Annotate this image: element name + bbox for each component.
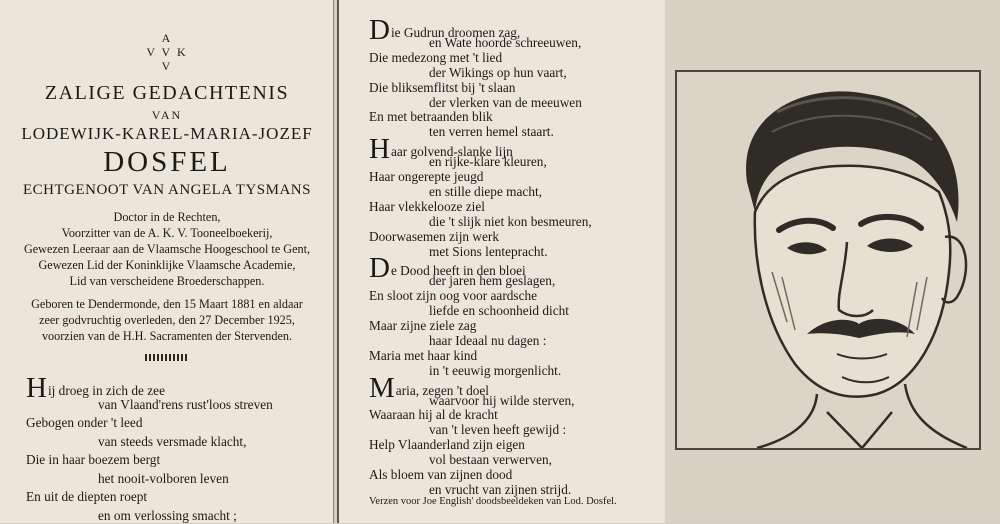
- poem-line-text: liefde en schoonheid dicht: [429, 303, 569, 319]
- poem-line: [98, 471, 229, 487]
- poem-line: [429, 35, 581, 51]
- poem-credit: Verzen voor Joe English' doodsbeeldeken van Lod. Dosfel.: [369, 496, 617, 507]
- poem-line: [429, 184, 542, 200]
- poem-line: [429, 124, 554, 140]
- poem-line: [429, 452, 552, 468]
- text-line: Lid van verscheidene Broederschappen.: [69, 274, 265, 288]
- poem-line-text: vol bestaan verwerven,: [429, 452, 552, 468]
- poem-line-text: der vlerken van de meeuwen: [429, 94, 582, 110]
- cross-top-letter: A: [161, 31, 173, 45]
- poem-line-text: Die in haar boezem bergt: [26, 452, 161, 467]
- poem-line-text: ij droeg in zich de zee: [47, 383, 165, 398]
- separator-ornament: [145, 354, 189, 361]
- portrait-frame: [675, 70, 981, 450]
- poem-line: [429, 154, 547, 170]
- surname: DOSFEL: [103, 146, 231, 178]
- poem-line-text: Als bloem van zijnen dood: [369, 467, 513, 482]
- text-line: Gewezen Lid der Koninklijke Vlaamsche Academie,: [38, 258, 296, 272]
- poem-line-text: der Wikings op hun vaart,: [429, 64, 567, 80]
- poem-line-text: Help Vlaanderland zijn eigen: [369, 437, 525, 453]
- text-line: voorzien van de H.H. Sacramenten der Stervenden.: [41, 329, 293, 343]
- text-line: zeer godvruchtig overleden, den 27 December 1925,: [39, 313, 295, 327]
- poem-line-text: en Wate hoorde schreeuwen,: [429, 34, 582, 50]
- poem-line-text: Waaraan hij al de kracht: [369, 407, 498, 423]
- poem-line-text: met Sions lentepracht.: [429, 243, 548, 259]
- poem-line-text: Doorwasemen zijn werk: [369, 228, 499, 244]
- poem-line: [369, 169, 483, 185]
- text-line: Gewezen Leeraar aan de Vlaamsche Hoogeschool te Gent,: [23, 242, 311, 256]
- poem-line-text: ie Gudrun droomen zag,: [390, 25, 521, 40]
- poem-line: [369, 348, 477, 364]
- poem-line: [429, 363, 561, 379]
- poem-line-text: En uit de diepten roept: [26, 489, 148, 504]
- drop-cap: M: [369, 371, 395, 404]
- cross-bottom-letter: V: [161, 59, 173, 73]
- poem-line-text: ten verren hemel staart.: [429, 124, 554, 140]
- poem-line: [429, 65, 567, 81]
- poem-line: [369, 199, 485, 215]
- poem-line-text: der jaren hem geslagen,: [429, 273, 556, 289]
- spouse-line: ECHTGENOOT VAN ANGELA TYSMANS: [22, 182, 311, 198]
- poem-line-text: Maria met haar kind: [369, 347, 478, 363]
- poem-line-text: Die bliksemflitst bij 't slaan: [369, 79, 516, 95]
- portrait-drawing: [677, 72, 979, 448]
- poem-line: [98, 508, 237, 524]
- poem-line: [369, 407, 498, 423]
- portrait-panel: [665, 0, 1000, 523]
- van-label: VAN: [151, 108, 183, 122]
- poem-line: [369, 50, 502, 66]
- left-card-page: [0, 0, 334, 523]
- poem-line-text: waarvoor hij wilde sterven,: [429, 392, 575, 408]
- dates-block: [0, 296, 334, 344]
- poem-line-text: en rijke-klare kleuren,: [429, 154, 547, 170]
- poem-line: [369, 437, 525, 453]
- memorial-heading: ZALIGE GEDACHTENIS: [44, 82, 290, 104]
- poem-line-text: het nooit-volboren leven: [98, 470, 229, 486]
- text-line: Doctor in de Rechten,: [113, 210, 221, 224]
- poem-line: [429, 422, 566, 438]
- face: [755, 166, 950, 397]
- drop-cap: D: [369, 14, 390, 46]
- poem-line: [26, 489, 147, 505]
- poem-line-text: die 't slijk niet kon besmeuren,: [429, 213, 592, 229]
- poem-line-text: Die medezong met 't lied: [369, 49, 503, 65]
- poem-line: [429, 273, 555, 289]
- poem-line: [429, 303, 569, 319]
- drop-cap: D: [369, 252, 390, 285]
- poem-line-text: haar Ideaal nu dagen :: [429, 332, 547, 348]
- poem-line-text: e Dood heeft in den bloei: [390, 263, 526, 279]
- poem-line: [429, 393, 574, 409]
- text-line: Geboren te Dendermonde, den 15 Maart 1881 en aldaar: [31, 297, 303, 311]
- poem-line-text: En sloot zijn oog voor aardsche: [369, 288, 538, 304]
- poem-line-text: aria, zegen 't doel: [395, 382, 490, 398]
- poem-line-text: Haar ongerepte jeugd: [369, 169, 484, 184]
- poem-line-text: en stille diepe macht,: [429, 183, 542, 199]
- titles-block: [0, 209, 334, 289]
- poem-line: [429, 244, 548, 260]
- drop-cap: H: [26, 372, 47, 404]
- poem-line: [429, 333, 546, 349]
- poem-line-text: van 't leven heeft gewijd :: [429, 422, 567, 438]
- poem-line-text: van steeds versmade klacht,: [98, 433, 247, 449]
- poem-line: [429, 214, 592, 230]
- poem-line: [369, 229, 499, 245]
- poem-line: [369, 318, 476, 334]
- poem-line-text: van Vlaand'rens rust'loos streven: [98, 396, 273, 412]
- poem-line: [369, 109, 493, 125]
- poem-line: [98, 397, 273, 413]
- poem-line-text: in 't eeuwig morgenlicht.: [429, 362, 562, 378]
- poem-line: [369, 467, 512, 483]
- poem-line: [369, 288, 537, 304]
- text-line: Voorzitter van de A. K. V. Tooneelboekerij,: [61, 226, 273, 240]
- poem-line: [369, 80, 515, 96]
- poem-line: [98, 434, 246, 450]
- given-names: LODEWIJK-KAREL-MARIA-JOZEF: [21, 124, 313, 143]
- poem-line: [26, 415, 142, 431]
- cross-middle-letters: V V K: [146, 45, 188, 59]
- right-card-page: [337, 0, 665, 523]
- poem-line: [26, 452, 160, 468]
- poem-line-text: En met betraanden blik: [369, 109, 493, 125]
- poem-line-text: Haar vlekkelooze ziel: [369, 198, 485, 214]
- poem-line-text: Gebogen onder 't leed: [26, 415, 143, 430]
- drop-cap: H: [369, 133, 390, 166]
- poem-line: [429, 95, 582, 111]
- poem-line-text: en vrucht van zijnen strijd.: [429, 481, 572, 497]
- poem-line-text: aar golvend-slanke lijn: [390, 144, 513, 160]
- poem-line-text: en om verlossing smacht ;: [98, 507, 237, 523]
- poem-line-text: Maar zijne ziele zag: [369, 318, 477, 333]
